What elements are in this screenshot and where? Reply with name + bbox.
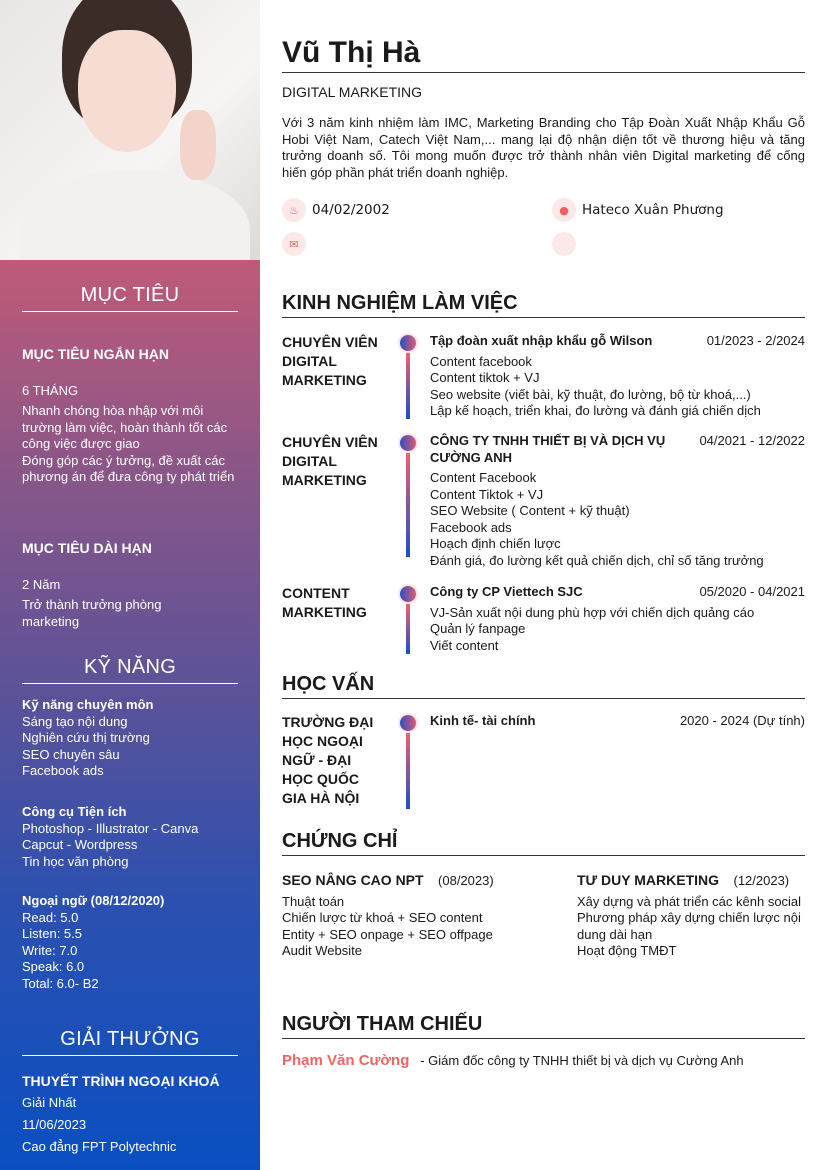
reference-name: Phạm Văn Cường [282, 1052, 410, 1069]
timeline-dot [400, 715, 416, 731]
birthday: ♨ 04/02/2002 [282, 198, 390, 222]
skills-heading: KỸ NĂNG [22, 656, 238, 684]
candidate-name: Vũ Thị Hà [282, 36, 805, 73]
certificates-heading: CHỨNG CHỈ [282, 830, 805, 856]
references-heading: NGƯỜI THAM CHIẾU [282, 1013, 805, 1039]
email [282, 232, 312, 256]
email-icon: ✉ [282, 232, 306, 256]
awards-heading: GIẢI THƯỞNG [22, 1028, 238, 1056]
phone-icon [552, 232, 576, 256]
long-term-goal: MỤC TIÊU DÀI HẠN 2 Năm Trở thành trưởng phòng marketing [22, 540, 162, 629]
timeline-dot [400, 586, 416, 602]
intro-text: Với 3 năm kinh nhiệm làm IMC, Marketing Branding cho Tập Đoàn Xuất Nhập Khẩu Gỗ Hobi Việt Nam, Catech Việt Nam,... mang lại độ nhận diện tốt về thương hiệu và tăng trưởng doanh số. Tôi mong muốn được trở thành nhân viên Digital marketing để cống hiến góp phần phát triển doanh nghiệp. [282, 115, 805, 180]
certificate-item: SEO NÂNG CAO NPT (08/2023) Thuật toán Chiến lược từ khoá + SEO content Entity + SEO onpage + SEO offpage Audit Website [282, 872, 494, 958]
skill-group-languages: Ngoại ngữ (08/12/2020) Read: 5.0 Listen: 5.5 Write: 7.0 Speak: 6.0 Total: 6.0- B2 [22, 893, 165, 991]
short-term-goal: MỤC TIÊU NGẮN HẠN 6 THÁNG Nhanh chóng hòa nhập với môi trường làm việc, hoàn thành tốt các công việc được giao Đóng góp các ý tưởng, đề xuất các phương án để đưa công ty phát triển [22, 346, 235, 484]
experience-heading: KINH NGHIỆM LÀM VIỆC [282, 292, 805, 318]
education-heading: HỌC VẤN [282, 673, 805, 699]
timeline-dot [400, 335, 416, 351]
skill-group-expertise: Kỹ năng chuyên môn Sáng tạo nội dung Nghiên cứu thị trường SEO chuyên sâu Facebook ads [22, 697, 154, 778]
candidate-role: DIGITAL MARKETING [282, 84, 423, 100]
sidebar [0, 0, 260, 1170]
certificate-item: TƯ DUY MARKETING (12/2023) Xây dựng và phát triển các kênh social Phương pháp xây dựng chiến lược nội dung dài hạn Hoạt động TMĐT [577, 872, 802, 958]
award: THUYẾT TRÌNH NGOẠI KHOÁ Giải Nhất 11/06/2023 Cao đẳng FPT Polytechnic [22, 1073, 220, 1154]
phone [552, 232, 582, 256]
profile-photo [0, 0, 260, 260]
skill-group-tools: Công cụ Tiện ích Photoshop - Illustrator - Canva Capcut - Wordpress Tin học văn phòng [22, 804, 199, 869]
cake-icon: ♨ [282, 198, 306, 222]
reference-desc: - Giám đốc công ty TNHH thiết bị và dịch vụ Cường Anh [420, 1053, 744, 1068]
reference-item [282, 1053, 805, 1070]
objective-heading: MỤC TIÊU [22, 284, 238, 312]
timeline-dot [400, 435, 416, 451]
address: ● Hateco Xuân Phương [552, 198, 724, 222]
location-pin-icon: ● [552, 198, 576, 222]
